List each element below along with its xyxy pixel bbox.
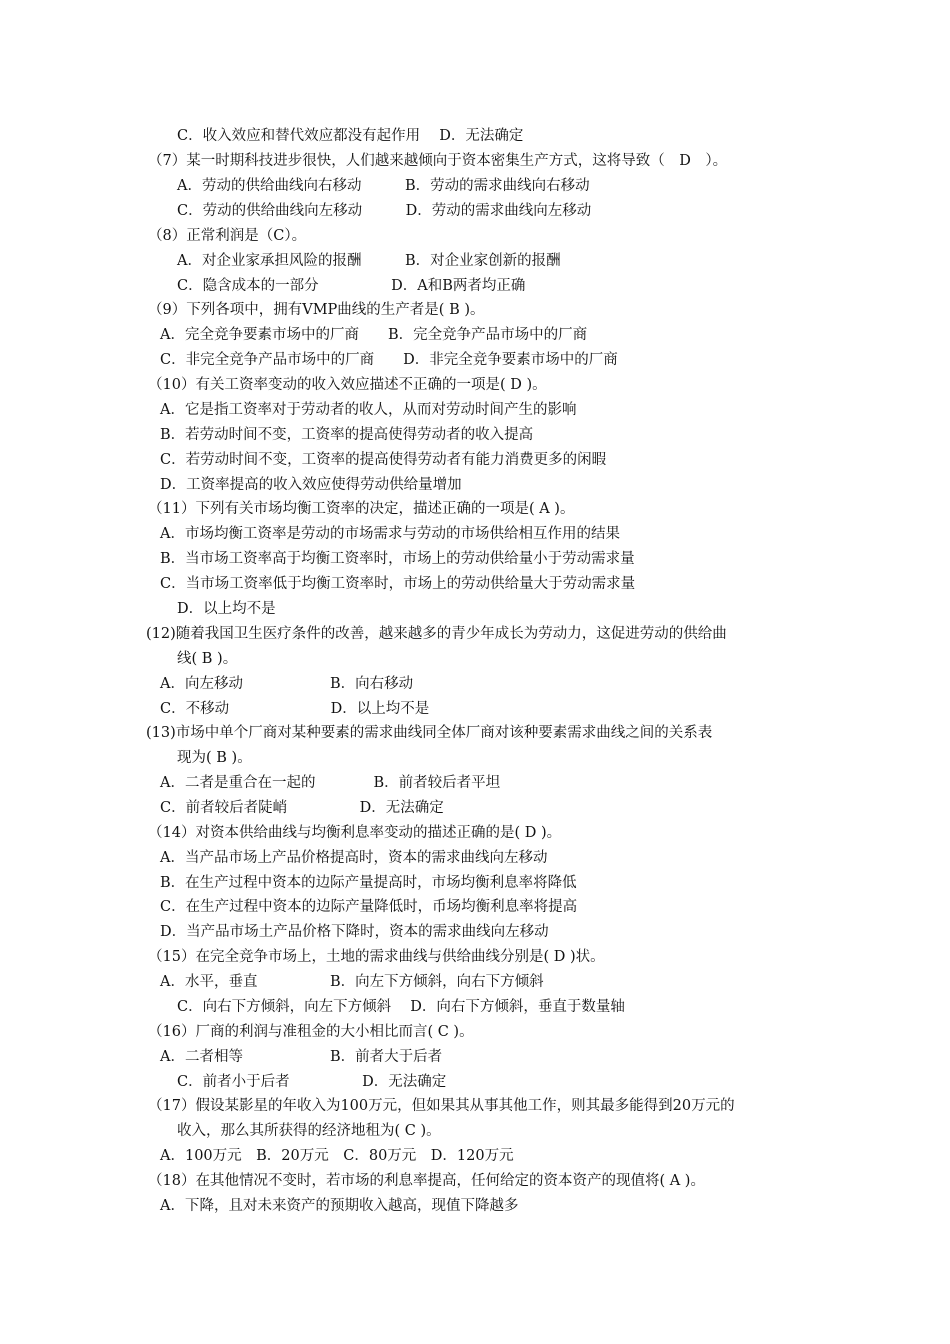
question-8: （8）正常利润是（C）。 xyxy=(148,228,307,244)
option-line: A．二者是重合在一起的 B．前者较后者平坦 xyxy=(160,775,501,791)
option-line: A．当产品市场上产品价格提高时，资本的需求曲线向左移动 xyxy=(160,850,548,866)
question-18: （18）在其他情况不变时，若市场的利息率提高，任何给定的资本资产的现值将( A )。 xyxy=(148,1173,705,1189)
option-line: B．在生产过程中资本的边际产量提高时，市场均衡利息率将降低 xyxy=(160,875,577,891)
option-line: C．当市场工资率低于均衡工资率时，市场上的劳动供给量大于劳动需求量 xyxy=(160,576,636,592)
question-14: （14）对资本供给曲线与均衡利息率变动的描述正确的是( D )。 xyxy=(148,825,562,841)
question-16: （16）厂商的利润与准租金的大小相比而言( C )。 xyxy=(148,1024,474,1040)
option-line: A．水平，垂直 B．向左下方倾斜，向右下方倾斜 xyxy=(160,974,544,990)
option-line: D．以上均不是 xyxy=(177,601,276,617)
option-line: A．向左移动 B．向右移动 xyxy=(160,676,414,692)
option-line: D．工资率提高的收入效应使得劳动供给量增加 xyxy=(160,477,462,493)
option-line: A．劳动的供给曲线向右移动 B．劳动的需求曲线向右移动 xyxy=(177,178,590,194)
question-13: (13)市场中单个厂商对某种要素的需求曲线同全体厂商对该种要素需求曲线之间的关系表 xyxy=(146,725,713,741)
option-line: B．若劳动时间不变，工资率的提高使得劳动者的收入提高 xyxy=(160,427,534,443)
option-line: A．下降，且对未来资产的预期收入越高，现值下降越多 xyxy=(160,1198,519,1214)
option-line: C．隐含成本的一部分 D．A和B两者均正确 xyxy=(177,278,526,294)
option-line: C．劳动的供给曲线向左移动 D．劳动的需求曲线向左移动 xyxy=(177,203,592,219)
question-12: (12)随着我国卫生医疗条件的改善，越来越多的青少年成长为劳动力，这促进劳动的供给曲 xyxy=(146,626,727,642)
option-line: A．对企业家承担风险的报酬 B．对企业家创新的报酬 xyxy=(177,253,561,269)
option-line: B．当市场工资率高于均衡工资率时，市场上的劳动供给量小于劳动需求量 xyxy=(160,551,635,567)
option-line: C．若劳动时间不变，工资率的提高使得劳动者有能力消费更多的闲暇 xyxy=(160,452,607,468)
option-line: A．二者相等 B．前者大于后者 xyxy=(160,1049,443,1065)
option-line: A．它是指工资率对于劳动者的收人，从而对劳动时间产生的影响 xyxy=(160,402,577,418)
option-line: C．前者小于后者 D．无法确定 xyxy=(177,1074,447,1090)
option-line: C．非完全竞争产品市场中的厂商 D．非完全竞争要素市场中的厂商 xyxy=(160,352,618,368)
question-13-continued: 现为( B )。 xyxy=(177,750,252,766)
question-9: （9）下列各项中，拥有VMP曲线的生产者是( B )。 xyxy=(148,302,485,318)
text-line: C．收入效应和替代效应都没有起作用 D．无法确定 xyxy=(177,128,524,144)
option-line: A．市场均衡工资率是劳动的市场需求与劳动的市场供给相互作用的结果 xyxy=(160,526,620,542)
option-line: A．完全竞争要素市场中的厂商 B．完全竞争产品市场中的厂商 xyxy=(160,327,588,343)
question-12-continued: 线( B )。 xyxy=(177,651,238,667)
option-line: C．前者较后者陡峭 D．无法确定 xyxy=(160,800,444,816)
question-10: （10）有关工资率变动的收入效应描述不正确的一项是( D )。 xyxy=(148,377,547,393)
option-line: C．向右下方倾斜，向左下方倾斜 D．向右下方倾斜，垂直于数量轴 xyxy=(177,999,625,1015)
question-17-continued: 收入，那么其所获得的经济地租为( C )。 xyxy=(177,1123,441,1139)
option-line: A．100万元 B．20万元 C．80万元 D．120万元 xyxy=(160,1148,514,1164)
question-17: （17）假设某影星的年收入为100万元，但如果其从事其他工作，则其最多能得到20万元的 xyxy=(148,1098,735,1114)
option-line: C．在生产过程中资本的边际产量降低时，币场均衡利息率将提高 xyxy=(160,899,578,915)
question-11: （11）下列有关市场均衡工资率的决定，描述正确的一项是( A )。 xyxy=(148,501,575,517)
option-line: D．当产品市场土产品价格下降时，资本的需求曲线向左移动 xyxy=(160,924,549,940)
question-7: （7）某一时期科技进步很快，人们越来越倾向于资本密集生产方式，这将导致（ D ）。 xyxy=(148,153,728,169)
question-15: （15）在完全竞争市场上，土地的需求曲线与供给曲线分别是( D )状。 xyxy=(148,949,605,965)
option-line: C．不移动 D．以上均不是 xyxy=(160,701,430,717)
